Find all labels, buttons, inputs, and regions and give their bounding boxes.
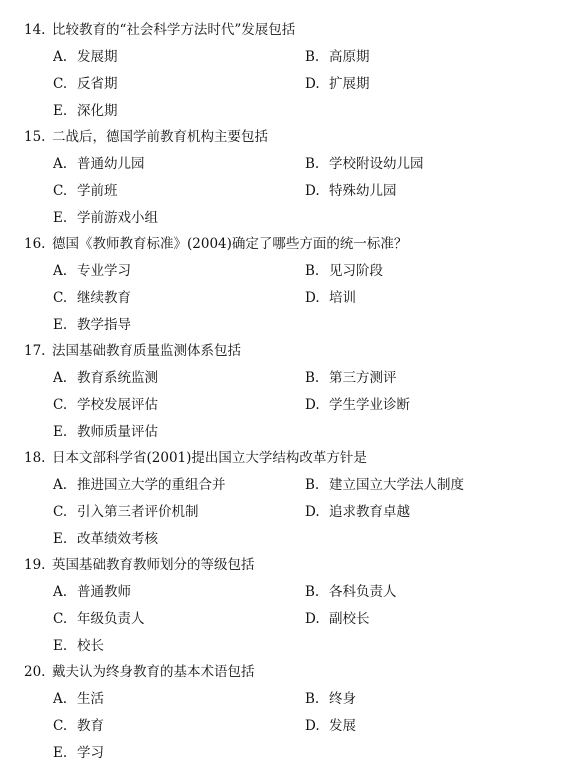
option-letter: B. [305, 370, 320, 386]
option-letter: A. [53, 263, 68, 279]
option-text: 学生学业诊断 [329, 397, 410, 413]
answer-option [53, 504, 199, 520]
option-text: 扩展期 [329, 76, 370, 92]
answer-option [305, 76, 370, 92]
option-text: 深化期 [77, 103, 118, 119]
option-letter: E. [53, 638, 68, 654]
question-block [0, 107, 578, 226]
answer-option [305, 691, 356, 707]
option-letter: C. [53, 76, 68, 92]
option-text: 教育 [77, 718, 104, 734]
question-number: 18. [24, 450, 46, 466]
option-letter: E. [53, 210, 68, 226]
answer-option [305, 584, 397, 600]
option-text: 推进国立大学的重组合并 [77, 477, 226, 493]
option-text: 学前游戏小组 [77, 210, 158, 226]
option-letter: A. [53, 477, 68, 493]
option-text: 专业学习 [77, 263, 131, 279]
option-text: 改革绩效考核 [77, 531, 158, 547]
answer-option [53, 611, 145, 627]
option-text: 培训 [329, 290, 356, 306]
question-stem [24, 450, 367, 466]
answer-option [305, 290, 356, 306]
question-number: 14. [24, 22, 46, 38]
option-text: 各科负责人 [329, 584, 397, 600]
answer-option [305, 397, 410, 413]
answer-option [305, 611, 370, 627]
option-letter: C. [53, 504, 68, 520]
answer-option [53, 477, 226, 493]
option-text: 追求教育卓越 [329, 504, 410, 520]
answer-option [53, 290, 131, 306]
answer-option [53, 156, 145, 172]
answer-option [305, 370, 397, 386]
question-text: 比较教育的“社会科学方法时代”发展包括 [52, 22, 296, 38]
option-text: 见习阶段 [329, 263, 383, 279]
question-number: 15. [24, 129, 46, 145]
question-text: 二战后，德国学前教育机构主要包括 [52, 129, 268, 145]
question-text: 法国基础教育质量监测体系包括 [52, 343, 241, 359]
option-text: 特殊幼儿园 [329, 183, 397, 199]
option-text: 学习 [77, 745, 104, 761]
question-number: 17. [24, 343, 46, 359]
question-stem [24, 236, 407, 252]
option-text: 教学指导 [77, 317, 131, 333]
option-letter: E. [53, 424, 68, 440]
question-stem [24, 343, 241, 359]
option-letter: B. [305, 156, 320, 172]
question-stem [24, 129, 268, 145]
answer-option [305, 504, 410, 520]
question-number: 19. [24, 557, 46, 573]
question-stem [24, 557, 255, 573]
answer-option [53, 49, 118, 65]
question-number: 16. [24, 236, 46, 252]
option-letter: C. [53, 611, 68, 627]
question-block [0, 321, 578, 440]
option-letter: D. [305, 183, 320, 199]
option-text: 副校长 [329, 611, 370, 627]
answer-option [305, 156, 424, 172]
option-letter: C. [53, 397, 68, 413]
option-text: 引入第三者评价机制 [77, 504, 199, 520]
option-letter: D. [305, 611, 320, 627]
answer-option [53, 691, 104, 707]
option-text: 终身 [329, 691, 356, 707]
answer-option [53, 745, 104, 761]
question-block [0, 214, 578, 333]
answer-option [305, 49, 370, 65]
answer-option [53, 718, 104, 734]
option-letter: B. [305, 691, 320, 707]
option-letter: A. [53, 156, 68, 172]
option-letter: A. [53, 370, 68, 386]
question-stem [24, 22, 295, 38]
option-letter: E. [53, 317, 68, 333]
question-text: 德国《教师教育标准》(2004)确定了哪些方面的统一标准？ [52, 236, 408, 252]
option-letter: D. [305, 397, 320, 413]
option-letter: C. [53, 290, 68, 306]
answer-option [53, 370, 158, 386]
question-block [0, 428, 578, 547]
option-text: 普通教师 [77, 584, 131, 600]
option-text: 学校附设幼儿园 [329, 156, 424, 172]
answer-option [53, 397, 158, 413]
option-letter: C. [53, 718, 68, 734]
option-text: 生活 [77, 691, 104, 707]
answer-option [53, 76, 118, 92]
option-text: 教育系统监测 [77, 370, 158, 386]
option-text: 年级负责人 [77, 611, 145, 627]
option-letter: C. [53, 183, 68, 199]
option-letter: A. [53, 584, 68, 600]
option-letter: A. [53, 691, 68, 707]
option-letter: B. [305, 584, 320, 600]
option-letter: A. [53, 49, 68, 65]
option-text: 建立国立大学法人制度 [329, 477, 464, 493]
question-text: 日本文部科学省(2001)提出国立大学结构改革方针是 [52, 450, 367, 466]
question-block [0, 0, 578, 119]
option-text: 继续教育 [77, 290, 131, 306]
option-letter: D. [305, 76, 320, 92]
option-letter: E. [53, 745, 68, 761]
option-text: 教师质量评估 [77, 424, 158, 440]
answer-option [53, 584, 131, 600]
question-number: 20. [24, 664, 46, 680]
option-text: 反省期 [77, 76, 118, 92]
option-text: 第三方测评 [329, 370, 397, 386]
answer-option [305, 183, 397, 199]
option-text: 高原期 [329, 49, 370, 65]
answer-option [53, 263, 131, 279]
option-text: 发展期 [77, 49, 118, 65]
question-block [0, 535, 578, 654]
option-text: 校长 [77, 638, 104, 654]
option-letter: D. [305, 504, 320, 520]
option-letter: E. [53, 103, 68, 119]
option-letter: B. [305, 477, 320, 493]
answer-option [305, 718, 356, 734]
question-stem [24, 664, 255, 680]
question-block [0, 642, 578, 761]
question-text: 英国基础教育教师划分的等级包括 [52, 557, 255, 573]
answer-option [305, 477, 464, 493]
option-letter: D. [305, 718, 320, 734]
option-text: 普通幼儿园 [77, 156, 145, 172]
option-letter: D. [305, 290, 320, 306]
answer-option [305, 263, 383, 279]
option-letter: B. [305, 49, 320, 65]
option-letter: B. [305, 263, 320, 279]
question-text: 戴夫认为终身教育的基本术语包括 [52, 664, 255, 680]
option-text: 发展 [329, 718, 356, 734]
option-letter: E. [53, 531, 68, 547]
option-text: 学前班 [77, 183, 118, 199]
option-text: 学校发展评估 [77, 397, 158, 413]
answer-option [53, 183, 118, 199]
